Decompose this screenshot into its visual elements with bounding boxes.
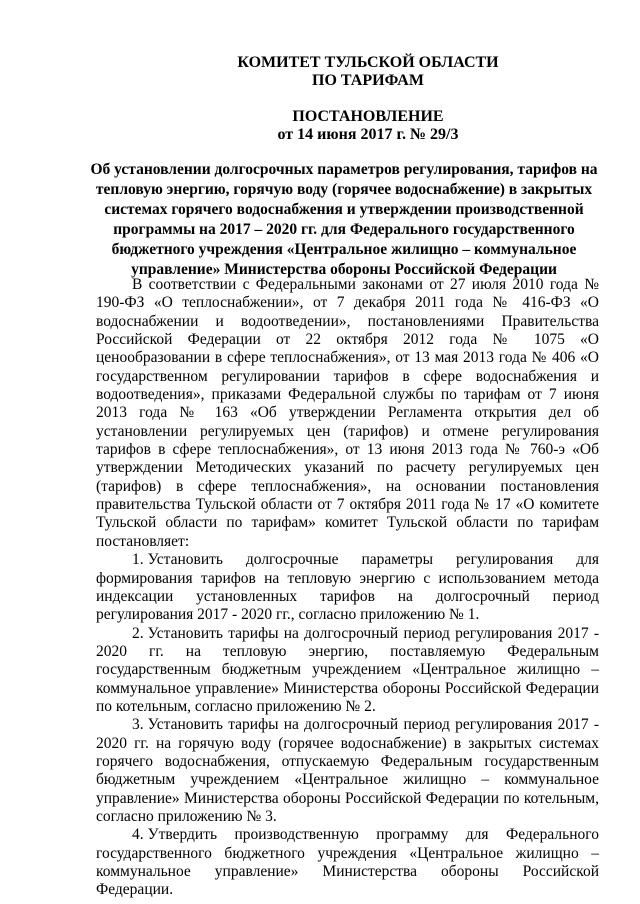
document-heading — [96, 108, 640, 144]
item-number: 2. — [132, 624, 144, 642]
document-type: ПОСТАНОВЛЕНИЕ — [292, 108, 444, 125]
authority-line-1: КОМИТЕТ ТУЛЬСКОЙ ОБЛАСТИ — [237, 54, 499, 71]
issuing-authority — [96, 54, 640, 90]
item-text: Установить тарифы на долгосрочный период регулирования 2017 - 2020 гг. на горячую воду (горячее водоснабжение) в закрытых системах горячего водоснабжения, отпускаемую Федеральным государственным бюджетным учреждением «Центральное жилищно – коммунальное управление» Министерства обороны Российской Федерации по котельным, согласно приложению № 3. — [96, 716, 599, 825]
document-subject: Об установлении долгосрочных параметров регулирования, тарифов на тепловую энергию, горячую воду (горячее водоснабжение) в закрытых системах горячего водоснабжения и утверждении производственной программы на 2017 – 2020 гг. для Федерального государственного бюджетного учреждения «Центральное жилищно – коммунальное управление» Министерства обороны Российской Федерации — [90, 161, 598, 278]
item-text: Установить долгосрочные параметры регулирования для формирования тарифов на тепловую энергию с использованием метода индексации установленных тарифов на долгосрочный период регулирования 2017 - 2020 гг., согласно приложению № 1. — [96, 551, 599, 624]
document-body — [96, 276, 599, 900]
list-item — [96, 625, 599, 717]
item-number: 1. — [132, 551, 144, 569]
list-item — [96, 551, 599, 624]
item-number: 3. — [132, 716, 144, 734]
item-number: 4. — [132, 826, 144, 844]
preamble-paragraph: В соответствии с Федеральными законами от 27 июля 2010 года № 190-ФЗ «О теплоснабжении», от 7 декабря 2011 года № 416-ФЗ «О водоснабжении и водоотведении», постановлениями Правительства Российской Федерации от 22 октября 2012 года № 1075 «О ценообразовании в сфере теплоснабжения», от 13 мая 2013 года № 406 «О государственном регулировании тарифов в сфере водоснабжения и водоотведения», приказами Федеральной службы по тарифам от 7 июня 2013 года № 163 «Об утверждении Регламента открытия дел об установлении регулируемых цен (тарифов) и отмене регулирования тарифов в сфере теплоснабжения», от 13 июня 2013 года № 760-э «Об утверждении Методических указаний по расчету регулируемых цен (тарифов) в сфере теплоснабжения», на основании постановления правительства Тульской области от 7 октября 2011 года № 17 «О комитете Тульской области по тарифам» комитет Тульской области по тарифам постановляет: — [96, 276, 599, 550]
item-text: Утвердить производственную программу для Федерального государственного бюджетного учреждения «Центральное жилищно – коммунальное управление» Министерства обороны Российской Федерации. — [96, 826, 599, 899]
item-text: Установить тарифы на долгосрочный период регулирования 2017 - 2020 гг. на тепловую энергию, поставляемую Федеральным государственным бюджетным учреждением «Центральное жилищно – коммунальное управление» Министерства обороны Российской Федерации по котельным, согласно приложению № 2. — [96, 624, 599, 715]
document-date-number: от 14 июня 2017 г. № 29/3 — [277, 126, 459, 143]
list-item — [96, 716, 599, 826]
authority-line-2: ПО ТАРИФАМ — [312, 72, 424, 89]
list-item — [96, 826, 599, 899]
